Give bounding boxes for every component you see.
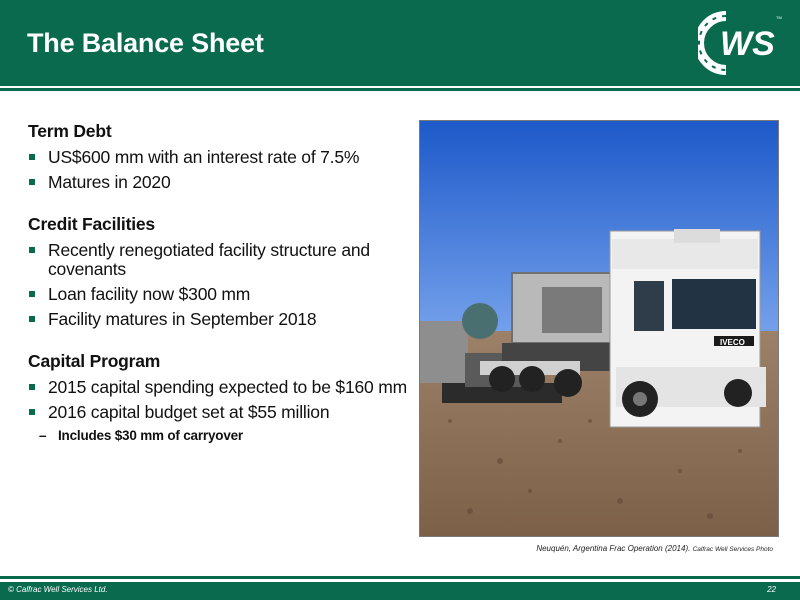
logo-trademark: TM [776, 15, 782, 20]
section-capital-program [28, 351, 408, 445]
header-divider [0, 88, 800, 91]
bullet-text: 2016 capital budget set at $55 million [48, 402, 330, 422]
section-heading: Capital Program [28, 351, 161, 371]
square-bullet-icon [29, 291, 35, 297]
bullet-text: Loan facility now $300 mm [48, 284, 251, 304]
copyright-text: © Calfrac Well Services Ltd. [8, 585, 108, 594]
bullet-text: Facility matures in September 2018 [48, 309, 317, 329]
page-title: The Balance Sheet [27, 28, 264, 58]
caption-credit: Calfrac Well Services Photo [692, 546, 773, 553]
truck-plate-text: IVECO [720, 338, 745, 347]
footer-bar [0, 582, 800, 600]
square-bullet-icon [29, 179, 35, 185]
square-bullet-icon [29, 409, 35, 415]
bullet-text: Matures in 2020 [48, 172, 171, 192]
bullet-text: 2015 capital spending expected to be $160 mm [48, 377, 407, 397]
square-bullet-icon [29, 384, 35, 390]
square-bullet-icon [29, 247, 35, 253]
page-number: 22 [767, 585, 776, 594]
content-column [28, 121, 408, 467]
section-credit-facilities [28, 214, 408, 329]
bullet-item [28, 403, 408, 422]
bullet-item [28, 378, 408, 397]
truck-photo-illustration [420, 121, 778, 536]
bullet-item [28, 310, 408, 329]
bullet-text: Recently renegotiated facility structure and covenants [48, 240, 370, 279]
sub-bullet-item [28, 427, 408, 445]
square-bullet-icon [29, 154, 35, 160]
photo-caption [420, 544, 773, 553]
bullet-item [28, 173, 408, 192]
caption-main: Neuquén, Argentina Frac Operation (2014). [536, 544, 691, 553]
sub-bullet-text: Includes $30 mm of carryover [58, 428, 243, 443]
dash-bullet-icon: – [39, 428, 47, 443]
section-heading: Credit Facilities [28, 214, 155, 234]
bullet-item [28, 148, 408, 167]
footer-divider [0, 576, 800, 579]
section-heading: Term Debt [28, 121, 112, 141]
truck-photo [419, 120, 779, 537]
bullet-text: US$600 mm with an interest rate of 7.5% [48, 147, 360, 167]
cws-logo [698, 8, 790, 78]
logo-text: WS [720, 25, 775, 63]
bullet-item [28, 285, 408, 304]
bullet-item [28, 241, 408, 279]
square-bullet-icon [29, 316, 35, 322]
section-term-debt [28, 121, 408, 192]
